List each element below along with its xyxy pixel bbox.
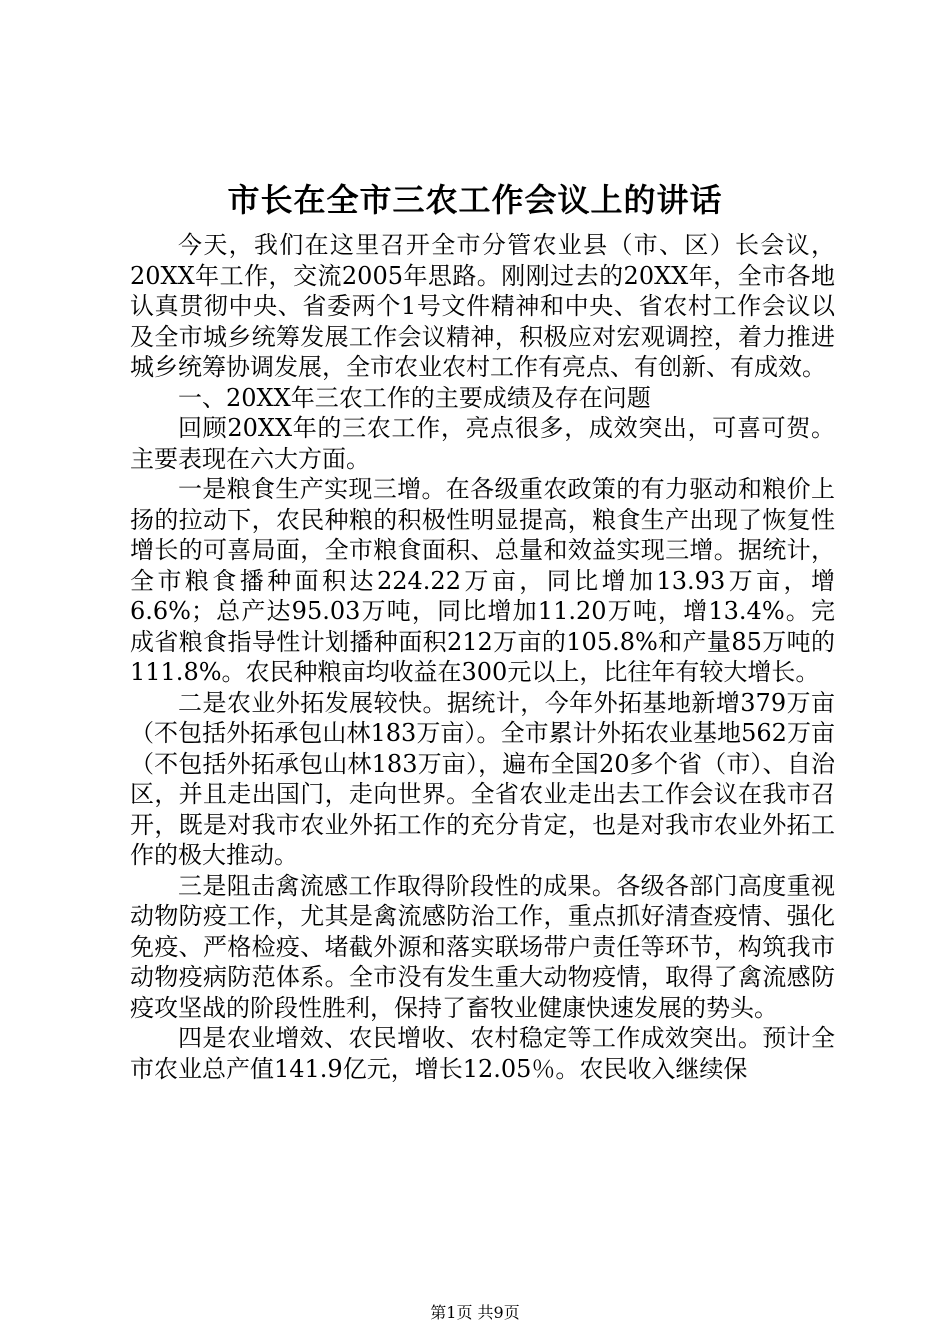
paragraph-grain: 一是粮食生产实现三增。在各级重农政策的有力驱动和粮价上扬的拉动下，农民种粮的积极性明显提高，粮食生产出现了恢复性增长的可喜局面，全市粮食面积、总量和效益实现三增。据统计，全市粮食播种面积达224.22万亩，同比增加13.93万亩，增6.6%；总产达95.03万吨，同比增加11.20万吨，增13.4%。完成省粮食指导性计划播种面积212万亩的105.8%和产量85万吨的111.8%。农民种粮亩均收益在300元以上，比往年有较大增长。 [130, 475, 835, 686]
page-footer: 第1页 共9页 [430, 1303, 520, 1322]
paragraph-income: 四是农业增效、农民增收、农村稳定等工作成效突出。预计全市农业总产值141.9亿元，增长12.05％。农民收入继续保 [130, 1024, 835, 1083]
paragraph-expansion: 二是农业外拓发展较快。据统计，今年外拓基地新增379万亩（不包括外拓承包山林183万亩）。全市累计外拓农业基地562万亩（不包括外拓承包山林183万亩），遍布全国20多个省（市）、自治区，并且走出国门，走向世界。全省农业走出去工作会议在我市召开，既是对我市农业外拓工作的充分肯定，也是对我市农业外拓工作的极大推动。 [130, 688, 835, 869]
section-heading: 一、20XX年三农工作的主要成绩及存在问题 [178, 383, 651, 412]
paragraph-review: 回顾20XX年的三农工作，亮点很多，成效突出，可喜可贺。主要表现在六大方面。 [130, 414, 835, 473]
paragraph-avian-flu: 三是阻击禽流感工作取得阶段性的成果。各级各部门高度重视动物防疫工作，尤其是禽流感防治工作，重点抓好清查疫情、强化免疫、严格检疫、堵截外源和落实联场带户责任等环节，构筑我市动物疫病防范体系。全市没有发生重大动物疫情，取得了禽流感防疫攻坚战的阶段性胜利，保持了畜牧业健康快速发展的势头。 [130, 871, 835, 1022]
document-title: 市长在全市三农工作会议上的讲话 [227, 181, 723, 219]
document-body [130, 230, 835, 1084]
paragraph-intro: 今天，我们在这里召开全市分管农业县（市、区）长会议，20XX年工作，交流2005年思路。刚刚过去的20XX年，全市各地认真贯彻中央、省委两个1号文件精神和中央、省农村工作会议以及全市城乡统筹发展工作会议精神，积极应对宏观调控，着力推进城乡统筹协调发展，全市农业农村工作有亮点、有创新、有成效。 [130, 231, 835, 381]
